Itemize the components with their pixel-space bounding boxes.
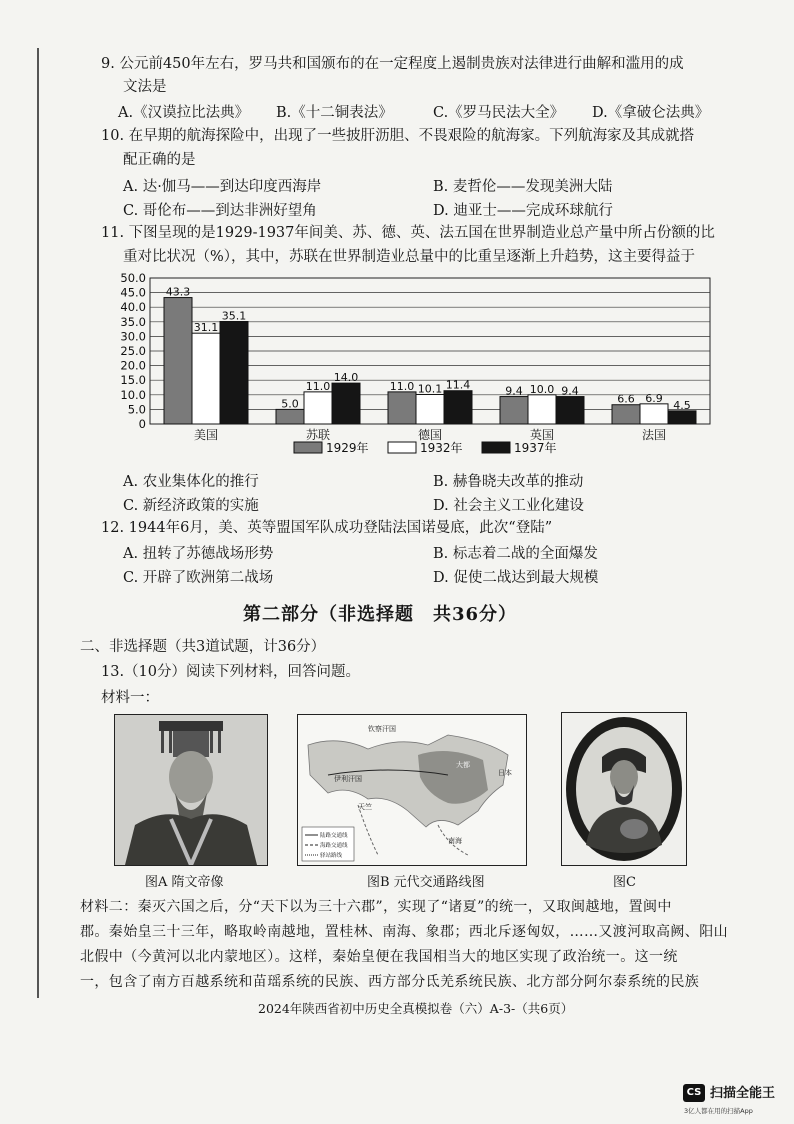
data-label: 11.4: [445, 378, 471, 392]
category-label: 德国: [417, 428, 443, 442]
camscanner-tagline: 3亿人都在用的扫描App: [684, 1107, 753, 1115]
y-tick-label: 10.0: [120, 387, 146, 402]
q10-option-b[interactable]: B. 麦哲伦——发现美洲大陆: [433, 179, 613, 195]
y-tick-label: 40.0: [120, 300, 146, 315]
map-label-ilkhanate: 伊利汗国: [334, 775, 362, 783]
y-tick-label: 35.0: [120, 314, 146, 329]
data-label: 43.3: [165, 285, 191, 299]
data-label: 4.5: [673, 398, 691, 412]
legend-swatch: [482, 442, 510, 453]
legend-swatch: [294, 442, 322, 453]
material1-label: 材料一：: [101, 690, 159, 706]
bar-1932年-英国: [528, 395, 556, 424]
part2-title: 第二部分（非选择题 共36分）: [243, 604, 518, 625]
bar-1929年-美国: [164, 298, 192, 424]
bar-1929年-法国: [612, 405, 640, 424]
bar-1932年-法国: [640, 404, 668, 424]
data-label: 9.4: [561, 384, 579, 398]
q9-option-c[interactable]: C.《罗马民法大全》: [433, 105, 565, 121]
data-label: 35.1: [221, 309, 247, 323]
oval-portrait-image: [561, 712, 687, 866]
y-tick-label: 0: [138, 417, 146, 431]
data-label: 6.6: [617, 392, 635, 406]
y-tick-label: 15.0: [120, 373, 146, 388]
page-footer: 2024年陕西省初中历史全真模拟卷（六）A-3-（共6页）: [258, 1001, 574, 1016]
q9-option-d[interactable]: D.《拿破仑法典》: [592, 105, 710, 121]
map-label-dadu: 大都: [456, 761, 470, 769]
q11-stem-line2: 重对比状况（%），其中，苏联在世界制造业总量中的比重呈逐渐上升趋势，这主要得益于: [123, 249, 696, 265]
data-label: 10.0: [529, 382, 555, 396]
data-label: 11.0: [305, 379, 331, 393]
legend-label: 1937年: [514, 441, 557, 455]
camscanner-name: 扫描全能王: [710, 1086, 776, 1101]
bar-1932年-德国: [416, 395, 444, 424]
q12-stem: 12. 1944年6月，美、英等盟国军队成功登陆法国诺曼底，此次“登陆”: [101, 520, 553, 536]
q11-option-b[interactable]: B. 赫鲁晓夫改革的推动: [433, 474, 584, 490]
bar-1937年-德国: [444, 391, 472, 424]
material2-line3: 北假中（今黄河以北内蒙地区）。这样，秦始皇便在我国相当大的地区实现了政治统一。这一统: [80, 949, 678, 965]
q9-option-a[interactable]: A.《汉谟拉比法典》: [118, 105, 250, 121]
y-tick-label: 30.0: [120, 329, 146, 344]
q12-option-b[interactable]: B. 标志着二战的全面爆发: [433, 546, 598, 562]
legend-swatch: [388, 442, 416, 453]
bar-1929年-德国: [388, 392, 416, 424]
q9-stem-line1: 9. 公元前450年左右，罗马共和国颁布的在一定程度上遏制贵族对法律进行曲解和滥用的成: [101, 56, 684, 72]
map-legend-sea: 海路交通线: [320, 843, 348, 849]
category-label: 英国: [529, 428, 555, 442]
bar-1937年-美国: [220, 322, 248, 424]
data-label: 31.1: [193, 321, 219, 335]
yuan-dynasty-route-map: [297, 714, 527, 866]
legend-label: 1932年: [420, 441, 463, 455]
q9-option-b[interactable]: B.《十二铜表法》: [276, 105, 393, 121]
image-c-caption: 图C: [613, 875, 636, 890]
data-label: 10.1: [417, 382, 443, 396]
legend-label: 1929年: [326, 441, 369, 455]
bar-1932年-苏联: [304, 392, 332, 424]
bar-1929年-英国: [500, 397, 528, 424]
data-label: 9.4: [505, 384, 523, 398]
bar-1937年-英国: [556, 397, 584, 424]
q10-option-d[interactable]: D. 迪亚士——完成环球航行: [433, 203, 613, 219]
map-label-kipchak: 钦察汗国: [368, 725, 396, 733]
q12-option-d[interactable]: D. 促使二战达到最大规模: [433, 570, 599, 586]
map-label-tianzhu: 天竺: [358, 803, 372, 811]
camscanner-logo-icon: CS: [683, 1084, 705, 1102]
category-label: 美国: [193, 428, 219, 442]
binding-margin-line: [37, 48, 39, 998]
y-tick-label: 45.0: [120, 285, 146, 300]
y-tick-label: 25.0: [120, 344, 146, 358]
q13-stem: 13.（10分）阅读下列材料，回答问题。: [101, 664, 361, 680]
map-legend-post: 驿站路线: [320, 853, 343, 859]
q10-option-c[interactable]: C. 哥伦布——到达非洲好望角: [123, 203, 317, 219]
image-b-caption: 图B 元代交通路线图: [367, 875, 485, 890]
bar-1929年-苏联: [276, 409, 304, 424]
bar-1937年-苏联: [332, 383, 360, 424]
image-a-caption: 图A 隋文帝像: [145, 875, 224, 890]
y-tick-label: 20.0: [120, 358, 146, 373]
q10-stem-line2: 配正确的是: [123, 152, 196, 168]
data-label: 5.0: [281, 397, 299, 411]
bar-1937年-法国: [668, 411, 696, 424]
q11-option-a[interactable]: A. 农业集体化的推行: [123, 474, 259, 490]
q11-stem-line1: 11. 下图呈现的是1929-1937年间美、苏、德、英、法五国在世界制造业总产量中所占份额的比: [101, 225, 715, 241]
q11-option-d[interactable]: D. 社会主义工业化建设: [433, 498, 584, 514]
sui-emperor-portrait: [114, 714, 268, 866]
map-legend-land: 陆路交通线: [320, 833, 348, 839]
bar-1932年-美国: [192, 333, 220, 424]
part2-section-heading: 二、非选择题（共3道试题，计36分）: [80, 639, 326, 655]
q12-option-c[interactable]: C. 开辟了欧洲第二战场: [123, 570, 274, 586]
q9-stem-line2: 文法是: [123, 79, 167, 95]
map-label-south-sea: 南海: [448, 837, 462, 845]
map-label-japan: 日本: [498, 769, 512, 777]
q12-option-a[interactable]: A. 扭转了苏德战场形势: [123, 546, 274, 562]
q11-option-c[interactable]: C. 新经济政策的实施: [123, 498, 259, 514]
category-label: 法国: [641, 428, 667, 442]
material2-line4: 一，包含了南方百越系统和苗瑶系统的民族、西方部分氐羌系统民族、北方部分阿尔泰系统的民族: [80, 974, 700, 990]
material2-line1: 材料二：秦灭六国之后，分“天下以为三十六郡”，实现了“诸夏”的统一，又取闽越地，置闽中: [80, 899, 672, 915]
data-label: 6.9: [645, 391, 663, 405]
manufacturing-share-bar-chart: [100, 268, 720, 468]
data-label: 14.0: [333, 371, 359, 385]
material2-line2: 郡。秦始皇三十三年，略取岭南越地，置桂林、南海、象郡；西北斥逐匈奴，……又渡河取高阙、阳山: [80, 924, 728, 940]
y-tick-label: 50.0: [120, 271, 146, 285]
category-label: 苏联: [305, 428, 331, 442]
q10-option-a[interactable]: A. 达·伽马——到达印度西海岸: [123, 179, 322, 195]
q10-stem-line1: 10. 在早期的航海探险中，出现了一些披肝沥胆、不畏艰险的航海家。下列航海家及其成就搭: [101, 128, 695, 144]
y-tick-label: 5.0: [127, 402, 146, 417]
data-label: 11.0: [389, 379, 415, 393]
